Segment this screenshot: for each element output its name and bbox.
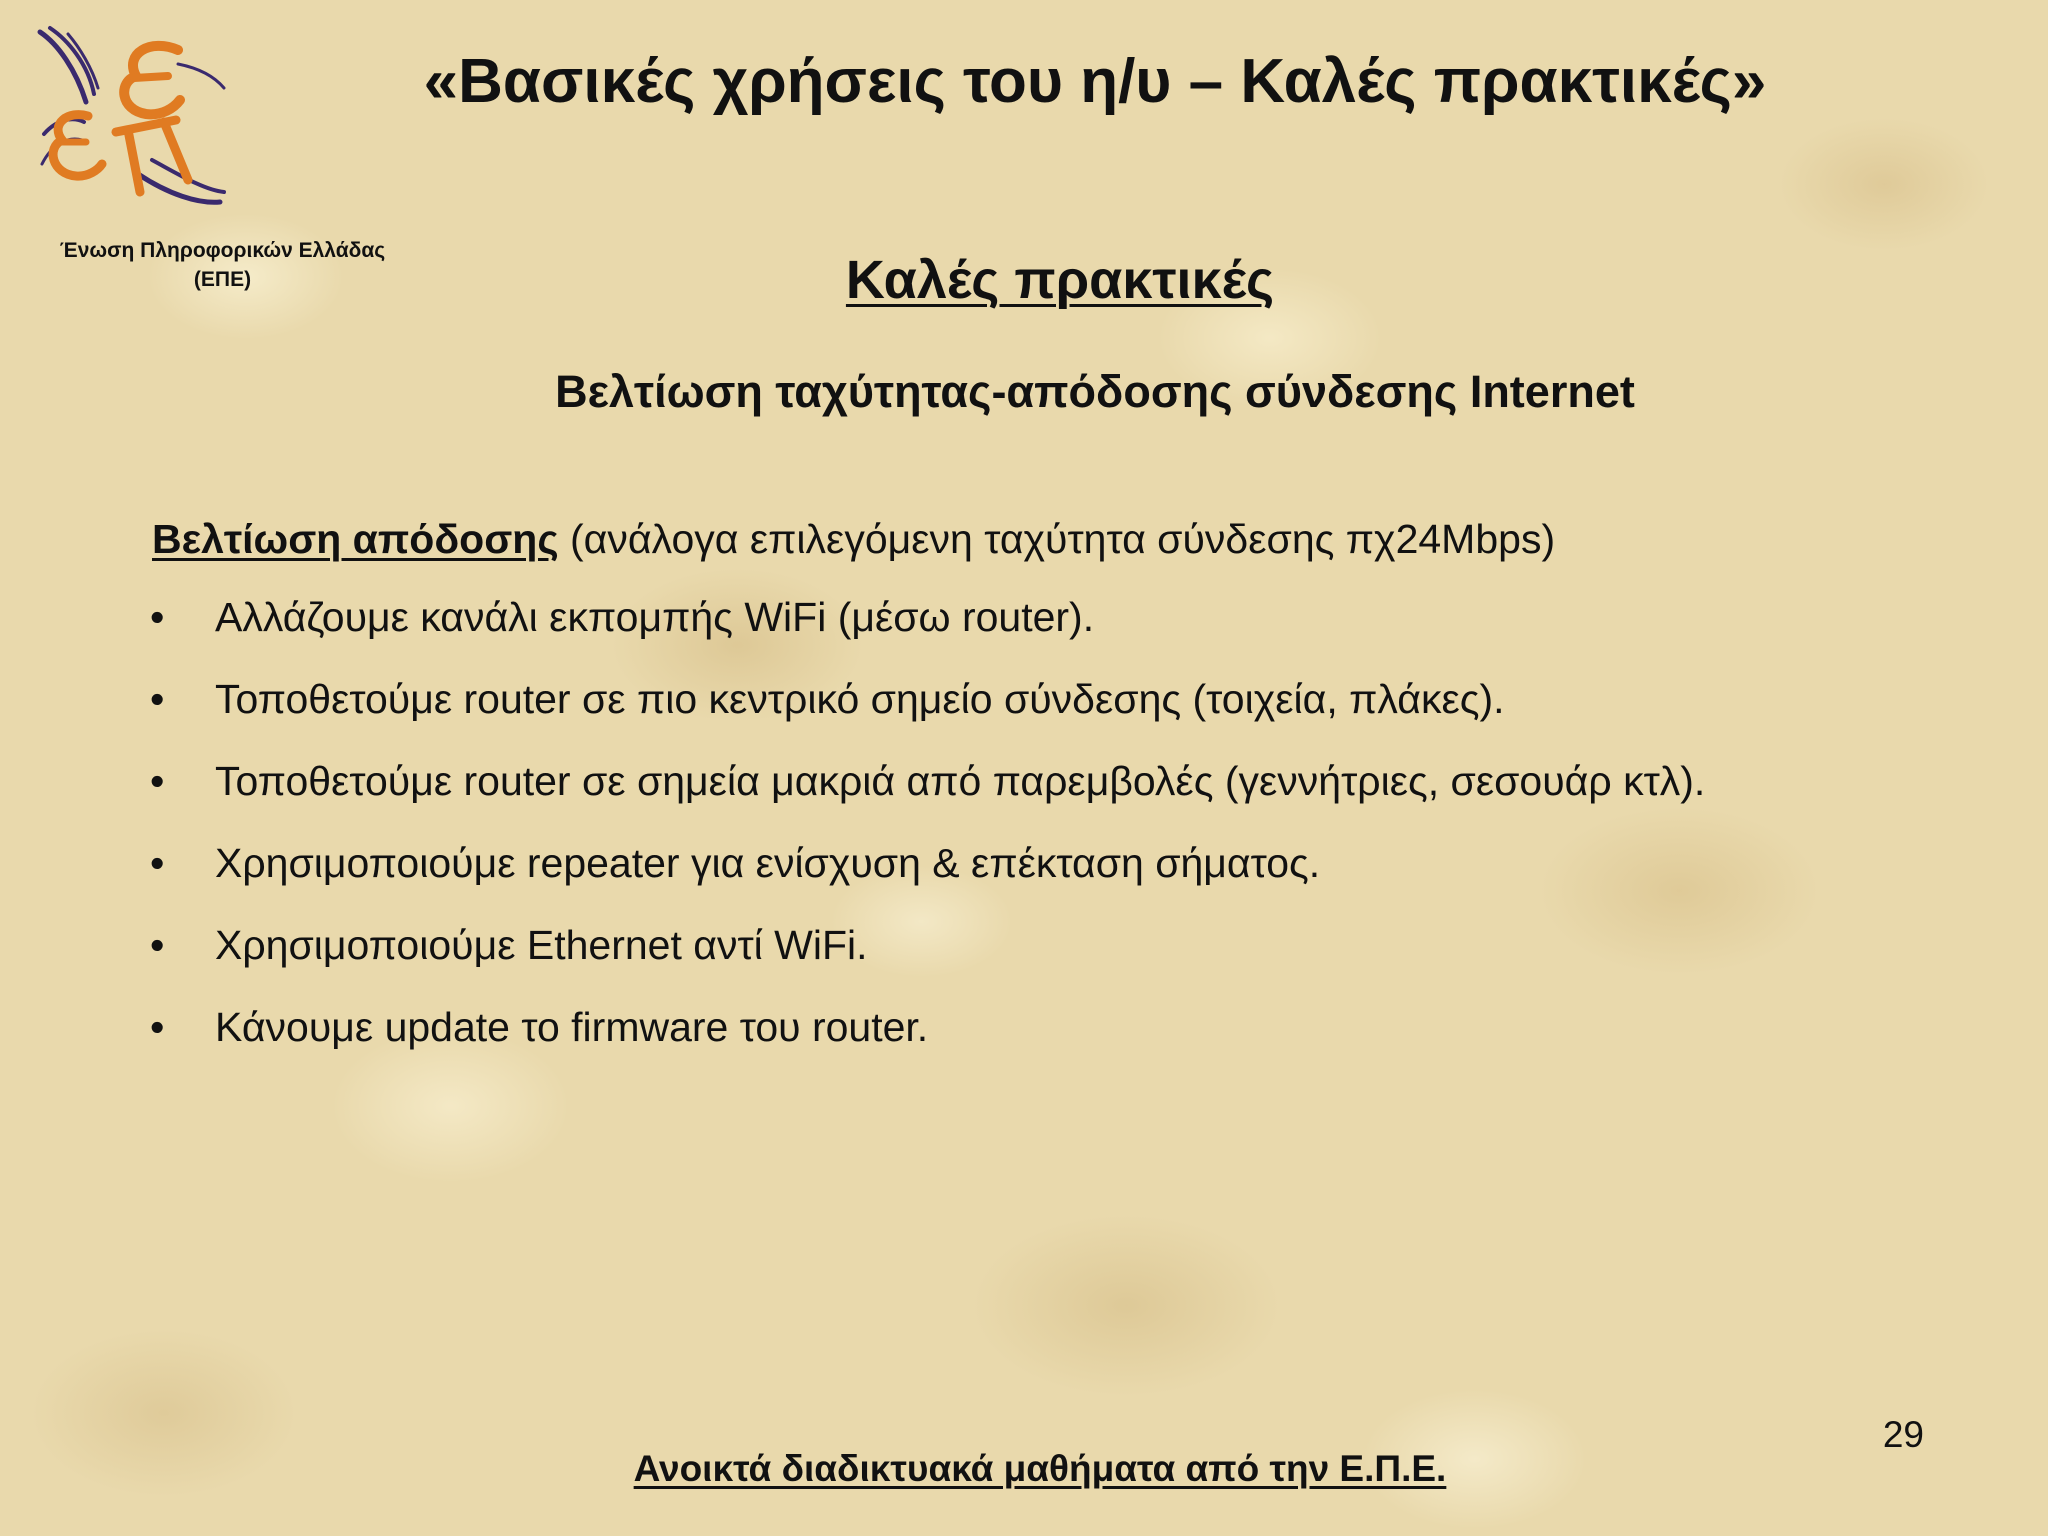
subheading: Βελτίωση ταχύτητας-απόδοσης σύνδεσης Internet [555, 366, 1635, 417]
slide-title: «Βασικές χρήσεις του η/υ – Καλές πρακτικές» [423, 47, 1767, 116]
intro-rest: (ανάλογα επιλεγόμενη ταχύτητα σύνδεσης πχ24Mbps) [558, 516, 1556, 562]
bullet-text: Τοποθετούμε router σε σημεία μακριά από παρεμβολές (γεννήτριες, σεσουάρ κτλ). [215, 758, 1706, 804]
bullet-icon: • [150, 594, 165, 640]
bullet-icon: • [150, 922, 165, 968]
epe-bird-logo-icon [28, 24, 228, 214]
organization-name-line2: (ΕΠΕ) [193, 268, 252, 291]
intro-lead: Βελτίωση απόδοσης [152, 516, 559, 562]
bullet-icon: • [150, 840, 165, 886]
intro-line [152, 512, 1555, 566]
bullet-text: Χρησιμοποιούμε repeater για ενίσχυση & επέκταση σήματος. [215, 840, 1321, 886]
footer-text: Ανοικτά διαδικτυακά μαθήματα από την Ε.Π.Ε. [633, 1448, 1447, 1489]
section-heading: Καλές πρακτικές [845, 250, 1275, 310]
page-number: 29 [1882, 1414, 1924, 1455]
bullet-text: Χρησιμοποιούμε Ethernet αντί WiFi. [215, 922, 868, 968]
organization-name-line1: Ένωση Πληροφορικών Ελλάδας [59, 239, 386, 262]
organization-name [20, 236, 425, 294]
bullet-icon: • [150, 1004, 165, 1050]
bullet-text: Τοποθετούμε router σε πιο κεντρικό σημείο σύνδεσης (τοιχεία, πλάκες). [215, 676, 1505, 722]
bullet-icon: • [150, 676, 165, 722]
bullet-text: Κάνουμε update το firmware του router. [215, 1004, 929, 1050]
bullet-icon: • [150, 758, 165, 804]
bullet-text: Αλλάζουμε κανάλι εκπομπής WiFi (μέσω router). [215, 594, 1095, 640]
